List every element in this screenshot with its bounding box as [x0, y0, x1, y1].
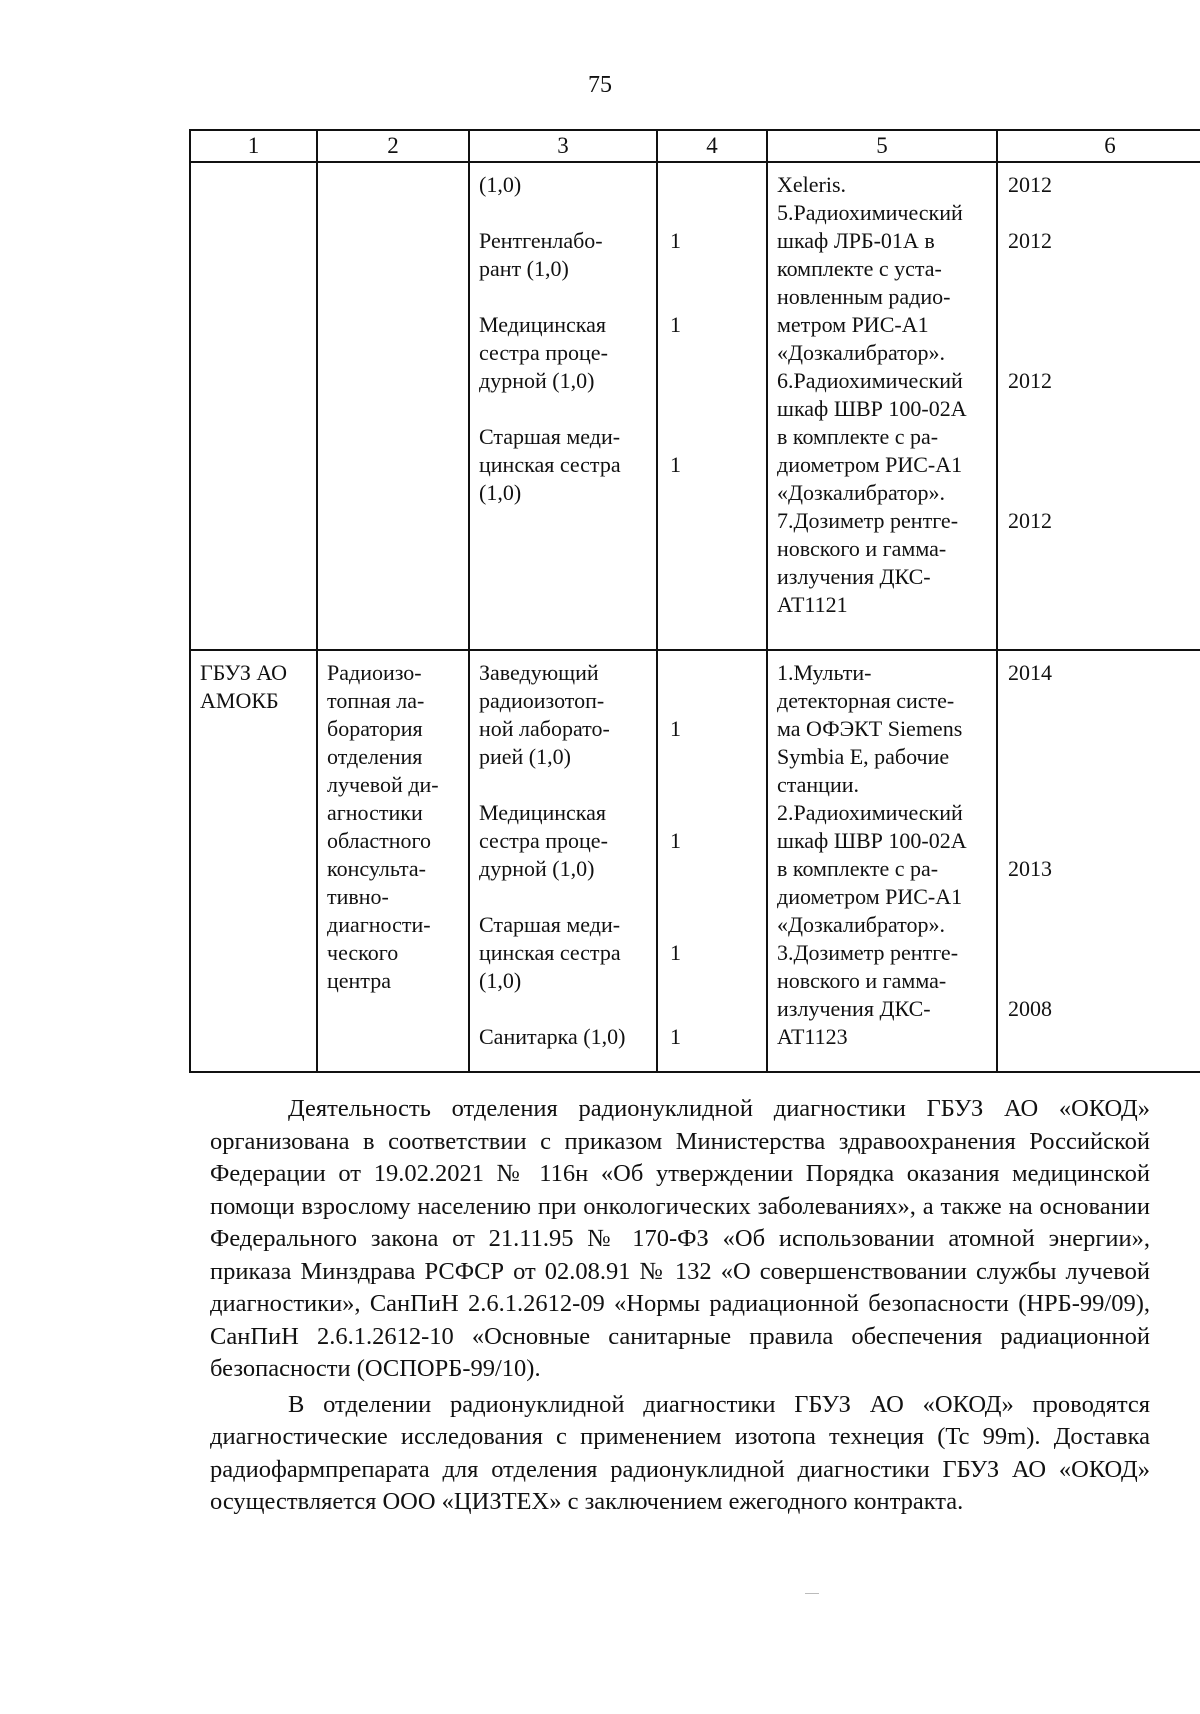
column-header: 1 [190, 130, 317, 162]
paragraph: В отделении радионуклидной диагностики ГБУЗ АО «ОКОД» проводятся диагностические исследования с применением изотопа технеция (Tc 99m). Доставка радиофармпрепарата для отделения радионуклидной диагностики ГБУЗ АО «ОКОД» осуществляется ООО «ЦИЗТЕХ» с заключением ежегодного контракта. [210, 1390, 1150, 1515]
column-header: 3 [469, 130, 657, 162]
institution-cell [190, 162, 317, 650]
column-header: 2 [317, 130, 469, 162]
staff-count-cell: 1 1 1 1 [657, 650, 767, 1072]
column-header: 5 [767, 130, 997, 162]
body-text [210, 1093, 1150, 1519]
page-number: 75 [588, 72, 612, 98]
department-cell [317, 162, 469, 650]
column-header: 6 [997, 130, 1200, 162]
paragraph: Деятельность отделения радионуклидной диагностики ГБУЗ АО «ОКОД» организована в соответствии с приказом Министерства здравоохранения Российской Федерации от 19.02.2021 № 116н «Об утверждении Порядка оказания медицинской помощи взрослому населению при онкологических заболеваниях», а также на основании Федерального закона от 21.11.95 № 170-ФЗ «Об использовании атомной энергии», приказа Минздрава РСФСР от 02.08.91 № 132 «О совершенствовании службы лучевой диагностики», СанПиН 2.6.1.2612-09 «Нормы радиационной безопасности (НРБ-99/09), СанПиН 2.6.1.2612-10 «Основные санитарные правила обеспечения радиационной безопасности (ОСПОРБ-99/10). [210, 1095, 1150, 1382]
staff-position-cell: Заведующий радиоизотоп- ной лаборато- рией (1,0) Медицинская сестра проце- дурной (1,0) Старшая меди- цинская сестра (1,0) Санитарка (1,0) [469, 650, 657, 1072]
institution-cell: ГБУЗ АО АМОКБ [190, 650, 317, 1072]
year-cell: 2014 2013 2008 [997, 650, 1200, 1072]
equipment-table [189, 129, 1200, 1073]
column-header: 4 [657, 130, 767, 162]
equipment-cell: Xeleris. 5.Радиохимический шкаф ЛРБ-01А в комплекте с уста- новленным радио- метром РИС-А1 «Дозкалибратор». 6.Радиохимический шкаф ШВР 100-02А в комплекте с ра- диометром РИС-А1 «Дозкалибратор». 7.Дозиметр рентге- новского и гамма- излучения ДКС- АТ1121 [767, 162, 997, 650]
equipment-cell: 1.Мульти- детекторная систе- ма ОФЭКТ Siemens Symbia E, рабочие станции. 2.Радиохимический шкаф ШВР 100-02А в комплекте с ра- диометром РИС-А1 «Дозкалибратор». 3.Дозиметр рентге- новского и гамма- излучения ДКС- АТ1123 [767, 650, 997, 1072]
year-cell: 2012 2012 2012 2012 [997, 162, 1200, 650]
table-row [190, 650, 1200, 1072]
staff-count-cell: 1 1 1 [657, 162, 767, 650]
table-header-row [190, 130, 1200, 162]
department-cell: Радиоизо- топная ла- боратория отделения лучевой ди- агностики областного консульта- тивно- диагности- ческого центра [317, 650, 469, 1072]
table-row [190, 162, 1200, 650]
scan-mark [805, 1593, 819, 1594]
staff-position-cell: (1,0) Рентгенлабо- рант (1,0) Медицинская сестра проце- дурной (1,0) Старшая меди- цинская сестра (1,0) [469, 162, 657, 650]
